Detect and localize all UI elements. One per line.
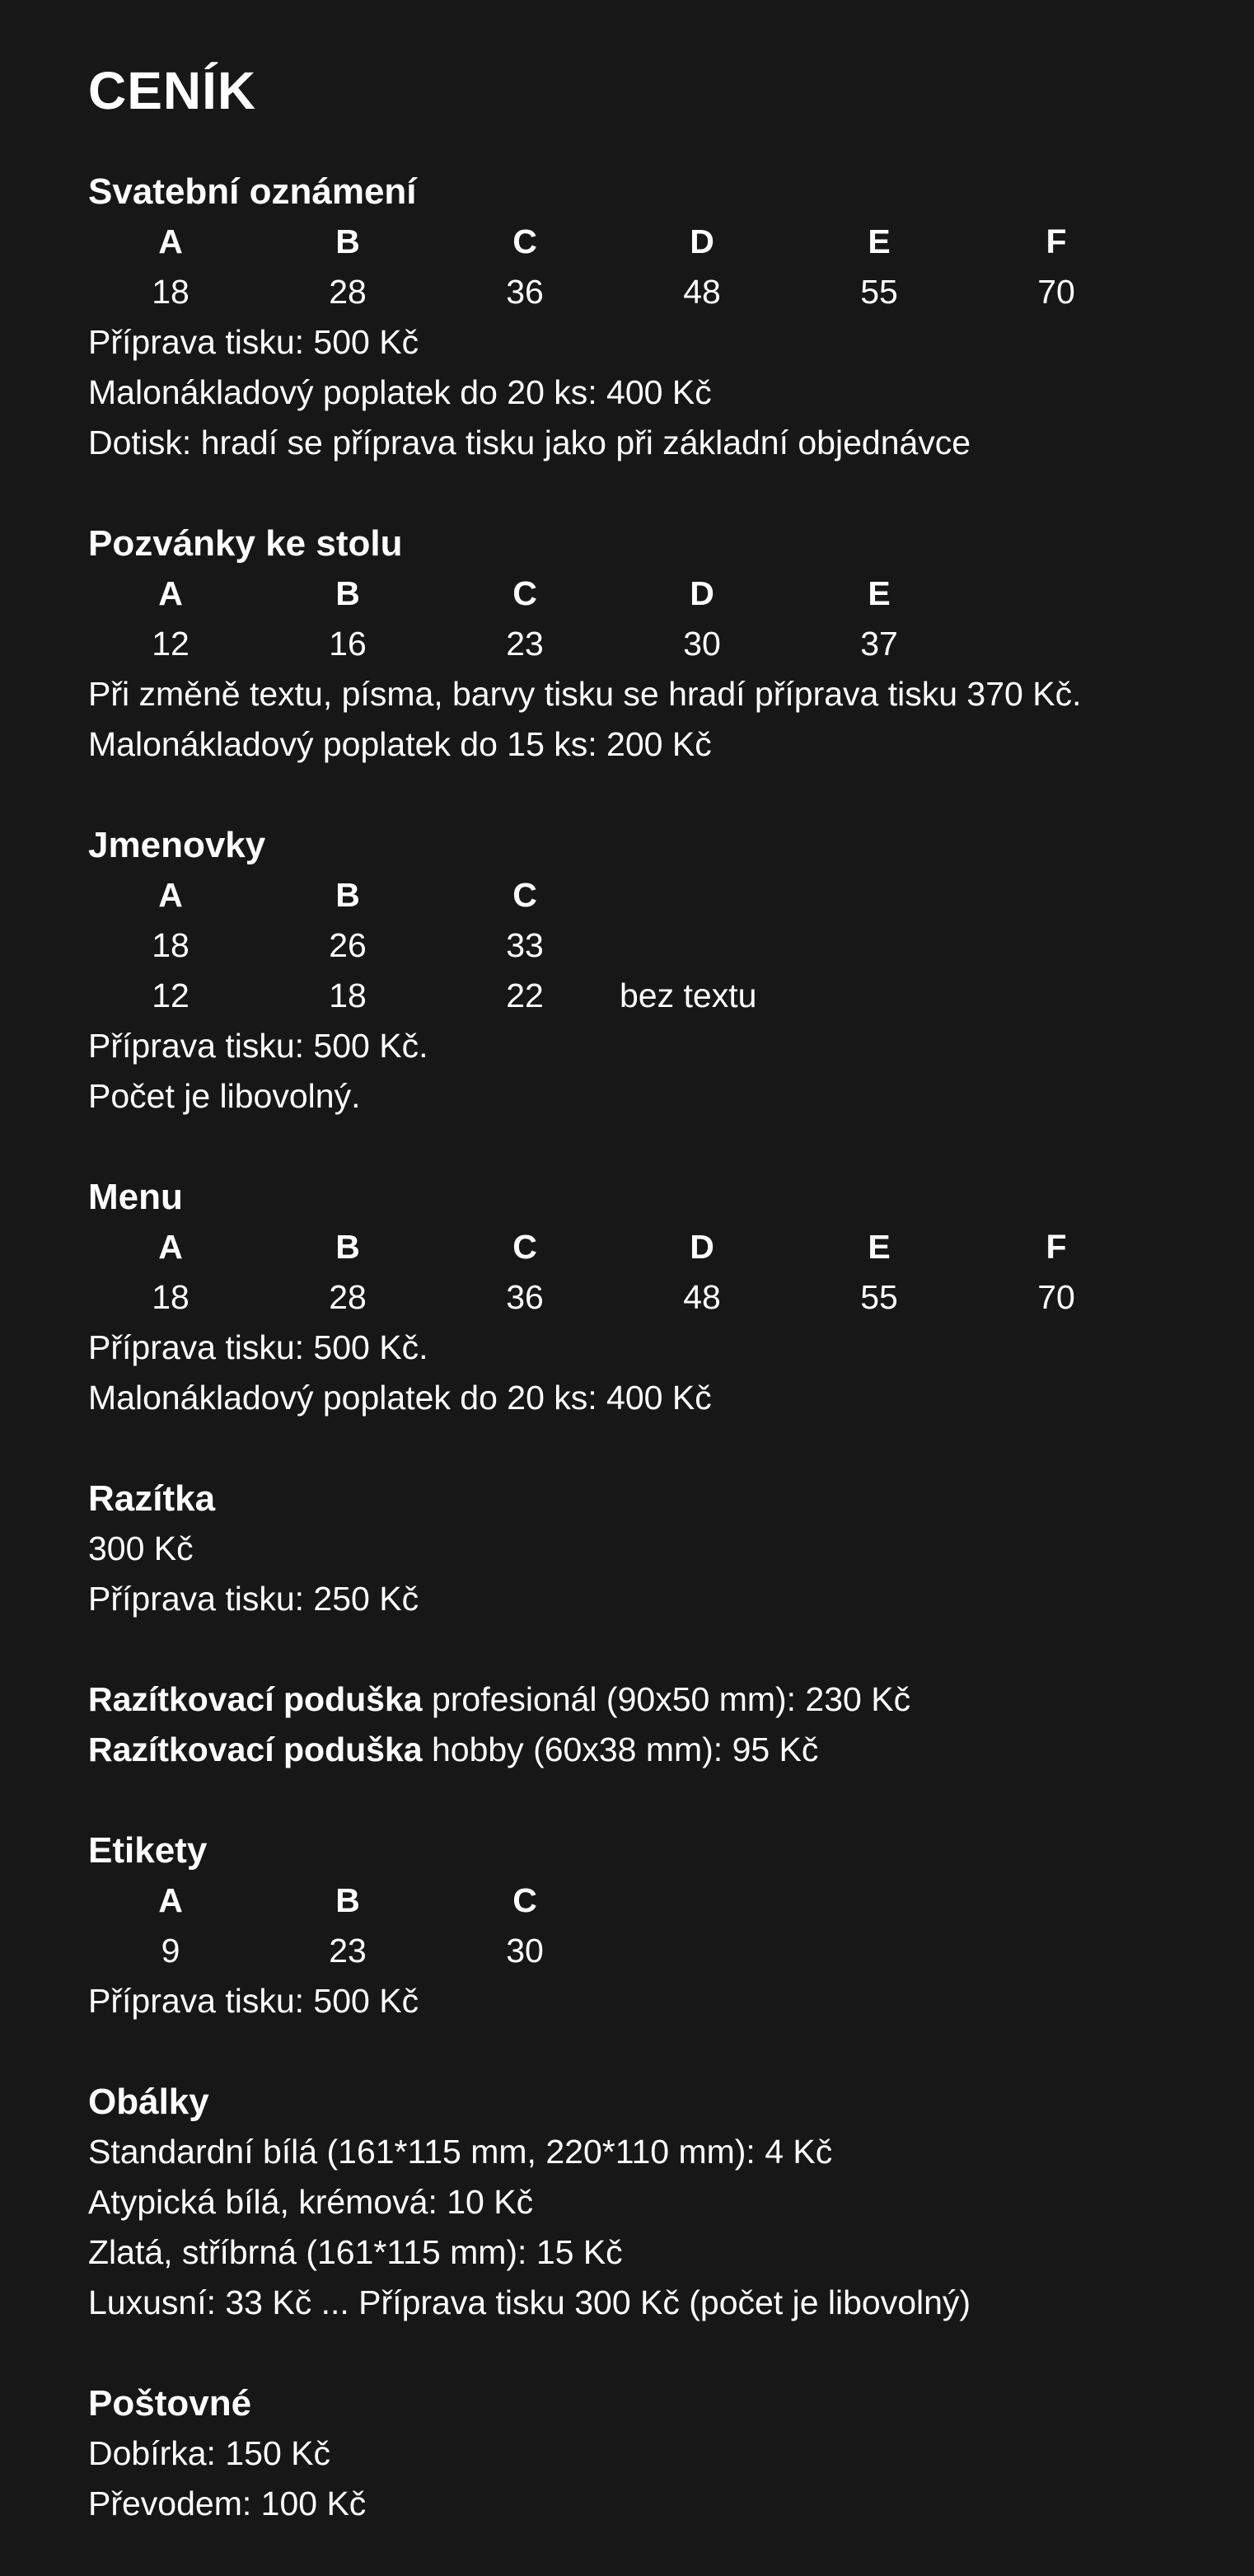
grid-header-cell: A [158, 574, 183, 612]
pad-line [88, 1725, 1176, 1775]
section-pozvanky [88, 518, 1176, 770]
grid-header-cell: B [335, 222, 360, 260]
spacer [88, 1122, 1176, 1172]
grid-header-cell: A [158, 876, 183, 914]
grid-price-cell: 26 [329, 926, 367, 964]
grid-header-row [88, 569, 1176, 619]
pad-detail: hobby (60x38 mm): 95 Kč [422, 1731, 819, 1768]
section-etikety [88, 1825, 1176, 2026]
note-line: Dotisk: hradí se příprava tisku jako při základní objednávce [88, 424, 971, 461]
section-title: Jmenovky [88, 825, 266, 865]
grid-price-cell: 22 [506, 977, 544, 1014]
grid-header-cell: A [158, 222, 183, 260]
grid-price-cell: 23 [329, 1932, 367, 1969]
grid-header-cell: E [868, 1228, 891, 1266]
note-line: Luxusní: 33 Kč ... Příprava tisku 300 Kč (počet je libovolný) [88, 2283, 971, 2321]
note-line: Příprava tisku: 500 Kč. [88, 1027, 428, 1065]
grid-header-row [88, 1876, 1176, 1926]
section-title: Razítka [88, 1478, 216, 1519]
note-line: Příprava tisku: 500 Kč [88, 323, 419, 361]
note-line: Atypická bílá, krémová: 10 Kč [88, 2183, 534, 2221]
grid-header-row [88, 1222, 1176, 1272]
spacer [88, 468, 1176, 518]
grid-header-cell: B [335, 876, 360, 914]
note-line: Příprava tisku: 250 Kč [88, 1580, 419, 1618]
grid-price-cell: 70 [1037, 1278, 1075, 1316]
note-line: Příprava tisku: 500 Kč [88, 1982, 419, 2020]
pad-detail: profesionál (90x50 mm): 230 Kč [422, 1680, 911, 1718]
grid-price-cell: 30 [683, 625, 721, 663]
spacer [88, 2026, 1176, 2077]
grid-header-cell: E [868, 574, 891, 612]
grid-header-cell: A [158, 1881, 183, 1919]
grid-price-cell: 28 [329, 1278, 367, 1316]
page-title: CENÍK [88, 61, 257, 120]
grid-price-cell: 55 [860, 1278, 898, 1316]
grid-price-row [88, 1926, 1176, 1976]
section-title: Poštovné [88, 2383, 252, 2424]
note-line: Malonákladový poplatek do 15 ks: 200 Kč [88, 725, 712, 763]
grid-price-cell: 18 [329, 977, 367, 1014]
note-line: Malonákladový poplatek do 20 ks: 400 Kč [88, 1379, 712, 1417]
section-jmenovky [88, 820, 1176, 1122]
grid-price-cell: 36 [506, 1278, 544, 1316]
grid-price-cell: 23 [506, 625, 544, 663]
section-razitka [88, 1473, 1176, 1775]
note-line: Při změně textu, písma, barvy tisku se hradí příprava tisku 370 Kč. [88, 675, 1082, 713]
grid-header-cell: D [690, 574, 714, 612]
section-title: Etikety [88, 1830, 208, 1871]
grid-price-cell: 55 [860, 273, 898, 311]
grid-price-cell: 18 [152, 273, 190, 311]
no-text-label: bez textu [620, 977, 757, 1014]
grid-price-cell: 12 [152, 625, 190, 663]
grid-price-cell: 12 [152, 977, 190, 1014]
grid-price-cell: 18 [152, 926, 190, 964]
grid-header-row [88, 217, 1176, 267]
note-line: Příprava tisku: 500 Kč. [88, 1328, 428, 1366]
grid-price-cell: 70 [1037, 273, 1075, 311]
spacer [88, 1624, 1176, 1674]
pad-line [88, 1674, 1176, 1725]
grid-header-cell: D [690, 222, 714, 260]
section-obalky [88, 2077, 1176, 2328]
grid-price-cell: 16 [329, 625, 367, 663]
note-line: Malonákladový poplatek do 20 ks: 400 Kč [88, 373, 712, 411]
section-title: Menu [88, 1177, 183, 1217]
grid-price-row [88, 267, 1176, 317]
grid-price-row [88, 920, 1176, 971]
grid-header-cell: C [512, 1881, 537, 1919]
grid-header-cell: C [512, 574, 537, 612]
note-line: Převodem: 100 Kč [88, 2485, 367, 2522]
grid-header-cell: F [1046, 1228, 1067, 1266]
grid-header-row [88, 870, 1176, 920]
note-line: Zlatá, stříbrná (161*115 mm): 15 Kč [88, 2233, 623, 2271]
pad-name: Razítkovací poduška [88, 1731, 423, 1768]
note-line: Počet je libovolný. [88, 1077, 361, 1115]
grid-price-cell: 48 [683, 1278, 721, 1316]
grid-price-cell: 28 [329, 273, 367, 311]
grid-price-row [88, 1272, 1176, 1323]
grid-header-cell: B [335, 574, 360, 612]
grid-header-cell: B [335, 1228, 360, 1266]
grid-header-cell: D [690, 1228, 714, 1266]
spacer [88, 2328, 1176, 2378]
grid-price-row-no-text [88, 971, 1176, 1021]
grid-header-cell: C [512, 222, 537, 260]
section-title: Pozvánky ke stolu [88, 523, 403, 564]
note-line: Standardní bílá (161*115 mm, 220*110 mm): 4 Kč [88, 2133, 833, 2171]
grid-price-cell: 18 [152, 1278, 190, 1316]
grid-price-cell: 30 [506, 1932, 544, 1969]
grid-price-row [88, 619, 1176, 669]
grid-header-cell: A [158, 1228, 183, 1266]
spacer [88, 1775, 1176, 1825]
price-list [88, 49, 1176, 2529]
grid-price-cell: 36 [506, 273, 544, 311]
section-title: Obálky [88, 2082, 209, 2122]
grid-price-cell: 48 [683, 273, 721, 311]
grid-header-cell: F [1046, 222, 1067, 260]
section-title: Svatební oznámení [88, 171, 417, 212]
spacer [88, 770, 1176, 820]
section-svatebni [88, 166, 1176, 468]
grid-price-cell: 9 [161, 1932, 180, 1969]
grid-header-cell: C [512, 876, 537, 914]
grid-header-cell: E [868, 222, 891, 260]
section-menu [88, 1172, 1176, 1423]
grid-header-cell: B [335, 1881, 360, 1919]
note-line: Dobírka: 150 Kč [88, 2434, 330, 2472]
spacer [88, 1423, 1176, 1473]
grid-price-cell: 33 [506, 926, 544, 964]
section-postovne [88, 2378, 1176, 2529]
pad-name: Razítkovací poduška [88, 1680, 423, 1718]
grid-header-cell: C [512, 1228, 537, 1266]
grid-price-cell: 37 [860, 625, 898, 663]
note-line: 300 Kč [88, 1529, 194, 1567]
